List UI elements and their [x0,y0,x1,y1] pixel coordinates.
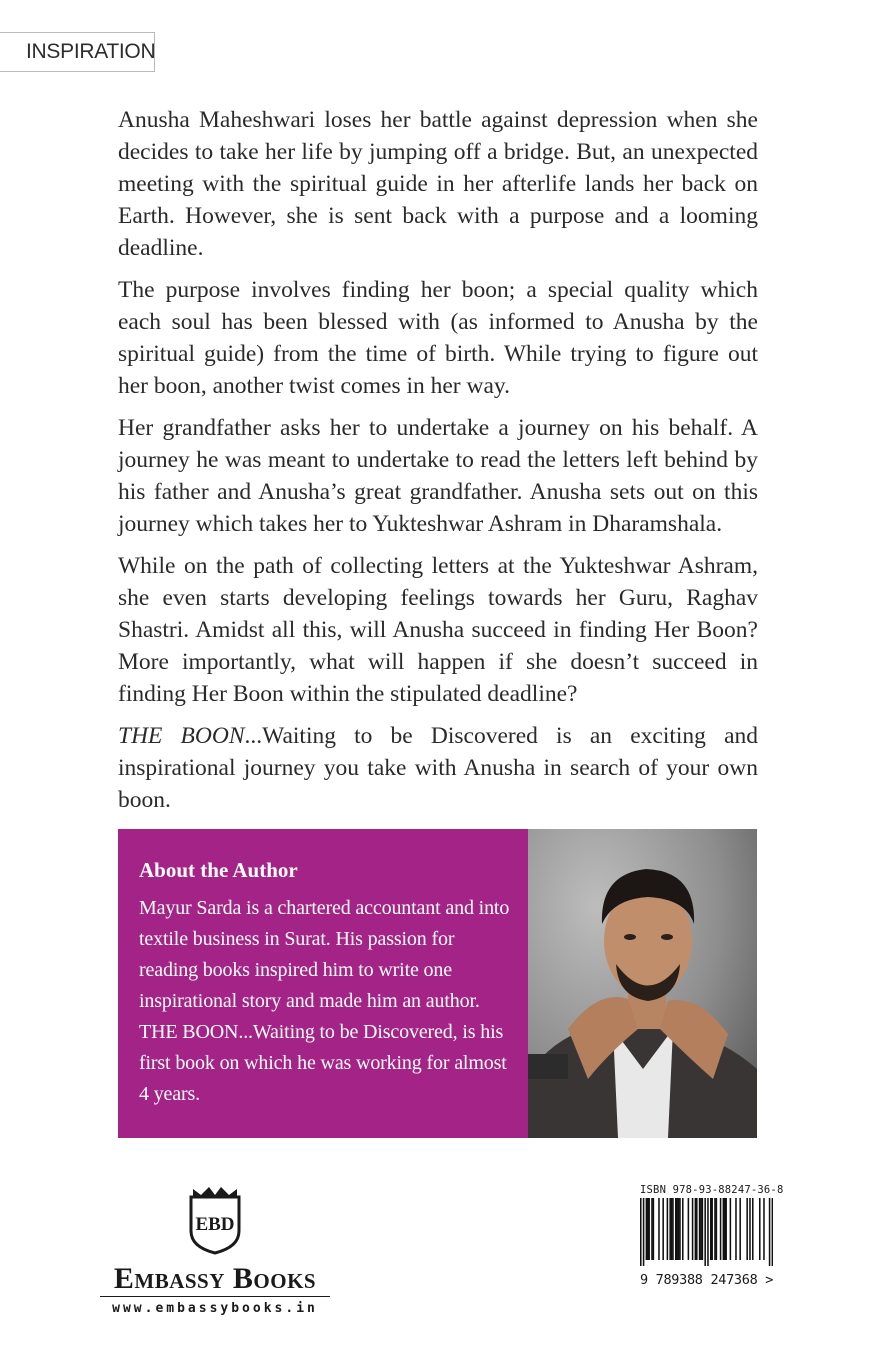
blurb-paragraph-3: Her grandfather asks her to undertake a journey on his behalf. A journey he was meant to undertake to read the letters left behind by his father and Anusha’s great grandfather. Anusha sets out on this journey which takes her to Yukteshwar Ashram in Dharamshala. [118,415,758,537]
barcode-bar [658,1198,660,1260]
barcode-bar [676,1198,678,1260]
barcode-bar [700,1198,702,1260]
author-bio: Mayur Sarda is a chartered accountant and into textile business in Surat. His passion for reading books inspired him to write one inspirational story and made him an author. THE BOON...Waiting to be Discovered, is his first book on which he was working for almost 4 years. [139,897,510,1105]
blurb [118,104,758,826]
barcode-bar [746,1198,748,1260]
barcode-bar [675,1198,677,1260]
barcode-bar [640,1198,642,1266]
barcode-bar [720,1198,722,1260]
author-text [118,829,528,1138]
barcode-bar [672,1198,674,1260]
publisher-url: www.embassybooks.in [112,1301,318,1316]
barcode-bar [724,1198,726,1260]
barcode-bar [648,1198,650,1260]
barcode-bar [730,1198,732,1260]
barcode-bar [749,1198,751,1260]
barcode-icon [640,1196,773,1266]
barcode-bar [688,1198,690,1260]
barcode-bar [769,1198,771,1266]
barcode-bar [653,1198,655,1260]
blurb-paragraph-5 [118,720,758,816]
barcode-bar [704,1198,706,1266]
barcode-bar [723,1198,725,1260]
blurb-paragraph-2: The purpose involves finding her boon; a special quality which each soul has been blessed with (as informed to Anusha by the spiritual guide) from the time of birth. While trying to figure out her boon, another twist comes in her way. [118,277,758,399]
barcode-bar [643,1198,645,1266]
barcode-bar [716,1198,718,1260]
barcode-bar [647,1198,649,1260]
barcode-bar [646,1198,648,1260]
barcode-bar [651,1198,653,1260]
genre-tag [0,32,155,72]
about-author-panel [118,829,757,1138]
author-portrait-illustration [528,829,757,1138]
publisher-block [100,1183,330,1316]
barcode-bar [678,1198,680,1260]
barcode-bar [699,1198,701,1260]
book-title-italic: THE BOON [118,723,245,749]
barcode-bar [662,1198,664,1260]
barcode-bar [707,1198,709,1266]
barcode-bar [695,1198,697,1260]
barcode-bar [725,1198,727,1260]
barcode-digits: 9 789388 247368 > [640,1272,774,1288]
blurb-paragraph-4: While on the path of collecting letters at the Yukteshwar Ashram, she even starts developing feelings towards her Guru, Raghav Shastri. Amidst all this, will Anusha succeed in finding Her Boon? More importantly, what will happen if she doesn’t succeed in finding Her Boon within the stipulated deadline? [118,553,758,707]
author-photo [528,829,757,1138]
crest-letters: EBD [195,1214,235,1235]
barcode-bar [739,1198,741,1260]
barcode-bar [671,1198,673,1260]
barcode-bar [763,1198,765,1260]
barcode-bar [682,1198,684,1260]
publisher-name: Embassy Books [100,1264,330,1297]
barcode-bar [752,1198,754,1260]
barcode-bar [702,1198,704,1260]
barcode-bar [759,1198,761,1260]
blurb-paragraph-5-rest: ...Waiting to be Discovered is an exciting and inspirational journey you take with Anusha in search of your own boon. [118,723,758,813]
barcode-bar [735,1198,737,1260]
blurb-paragraph-1: Anusha Maheshwari loses her battle against depression when she decides to take her life by jumping off a bridge. But, an unexpected meeting with the spiritual guide in her afterlife lands her back on Earth. However, she is sent back with a purpose and a looming deadline. [118,107,758,261]
barcode-bar [696,1198,698,1260]
isbn-label: ISBN 978-93-88247-36-8 [640,1184,784,1196]
barcode-bar [692,1198,694,1260]
barcode-bar [772,1198,773,1266]
barcode-bar [711,1198,713,1260]
about-author-heading: About the Author [139,858,298,882]
barcode-bar [667,1198,669,1260]
isbn-barcode-block [640,1184,785,1288]
genre-label: INSPIRATION [26,40,156,63]
barcode-bar [714,1198,716,1260]
barcode-bar [710,1198,712,1260]
barcode-bar [669,1198,671,1260]
barcode-bar [679,1198,681,1260]
embassy-books-crest-icon [187,1183,243,1255]
